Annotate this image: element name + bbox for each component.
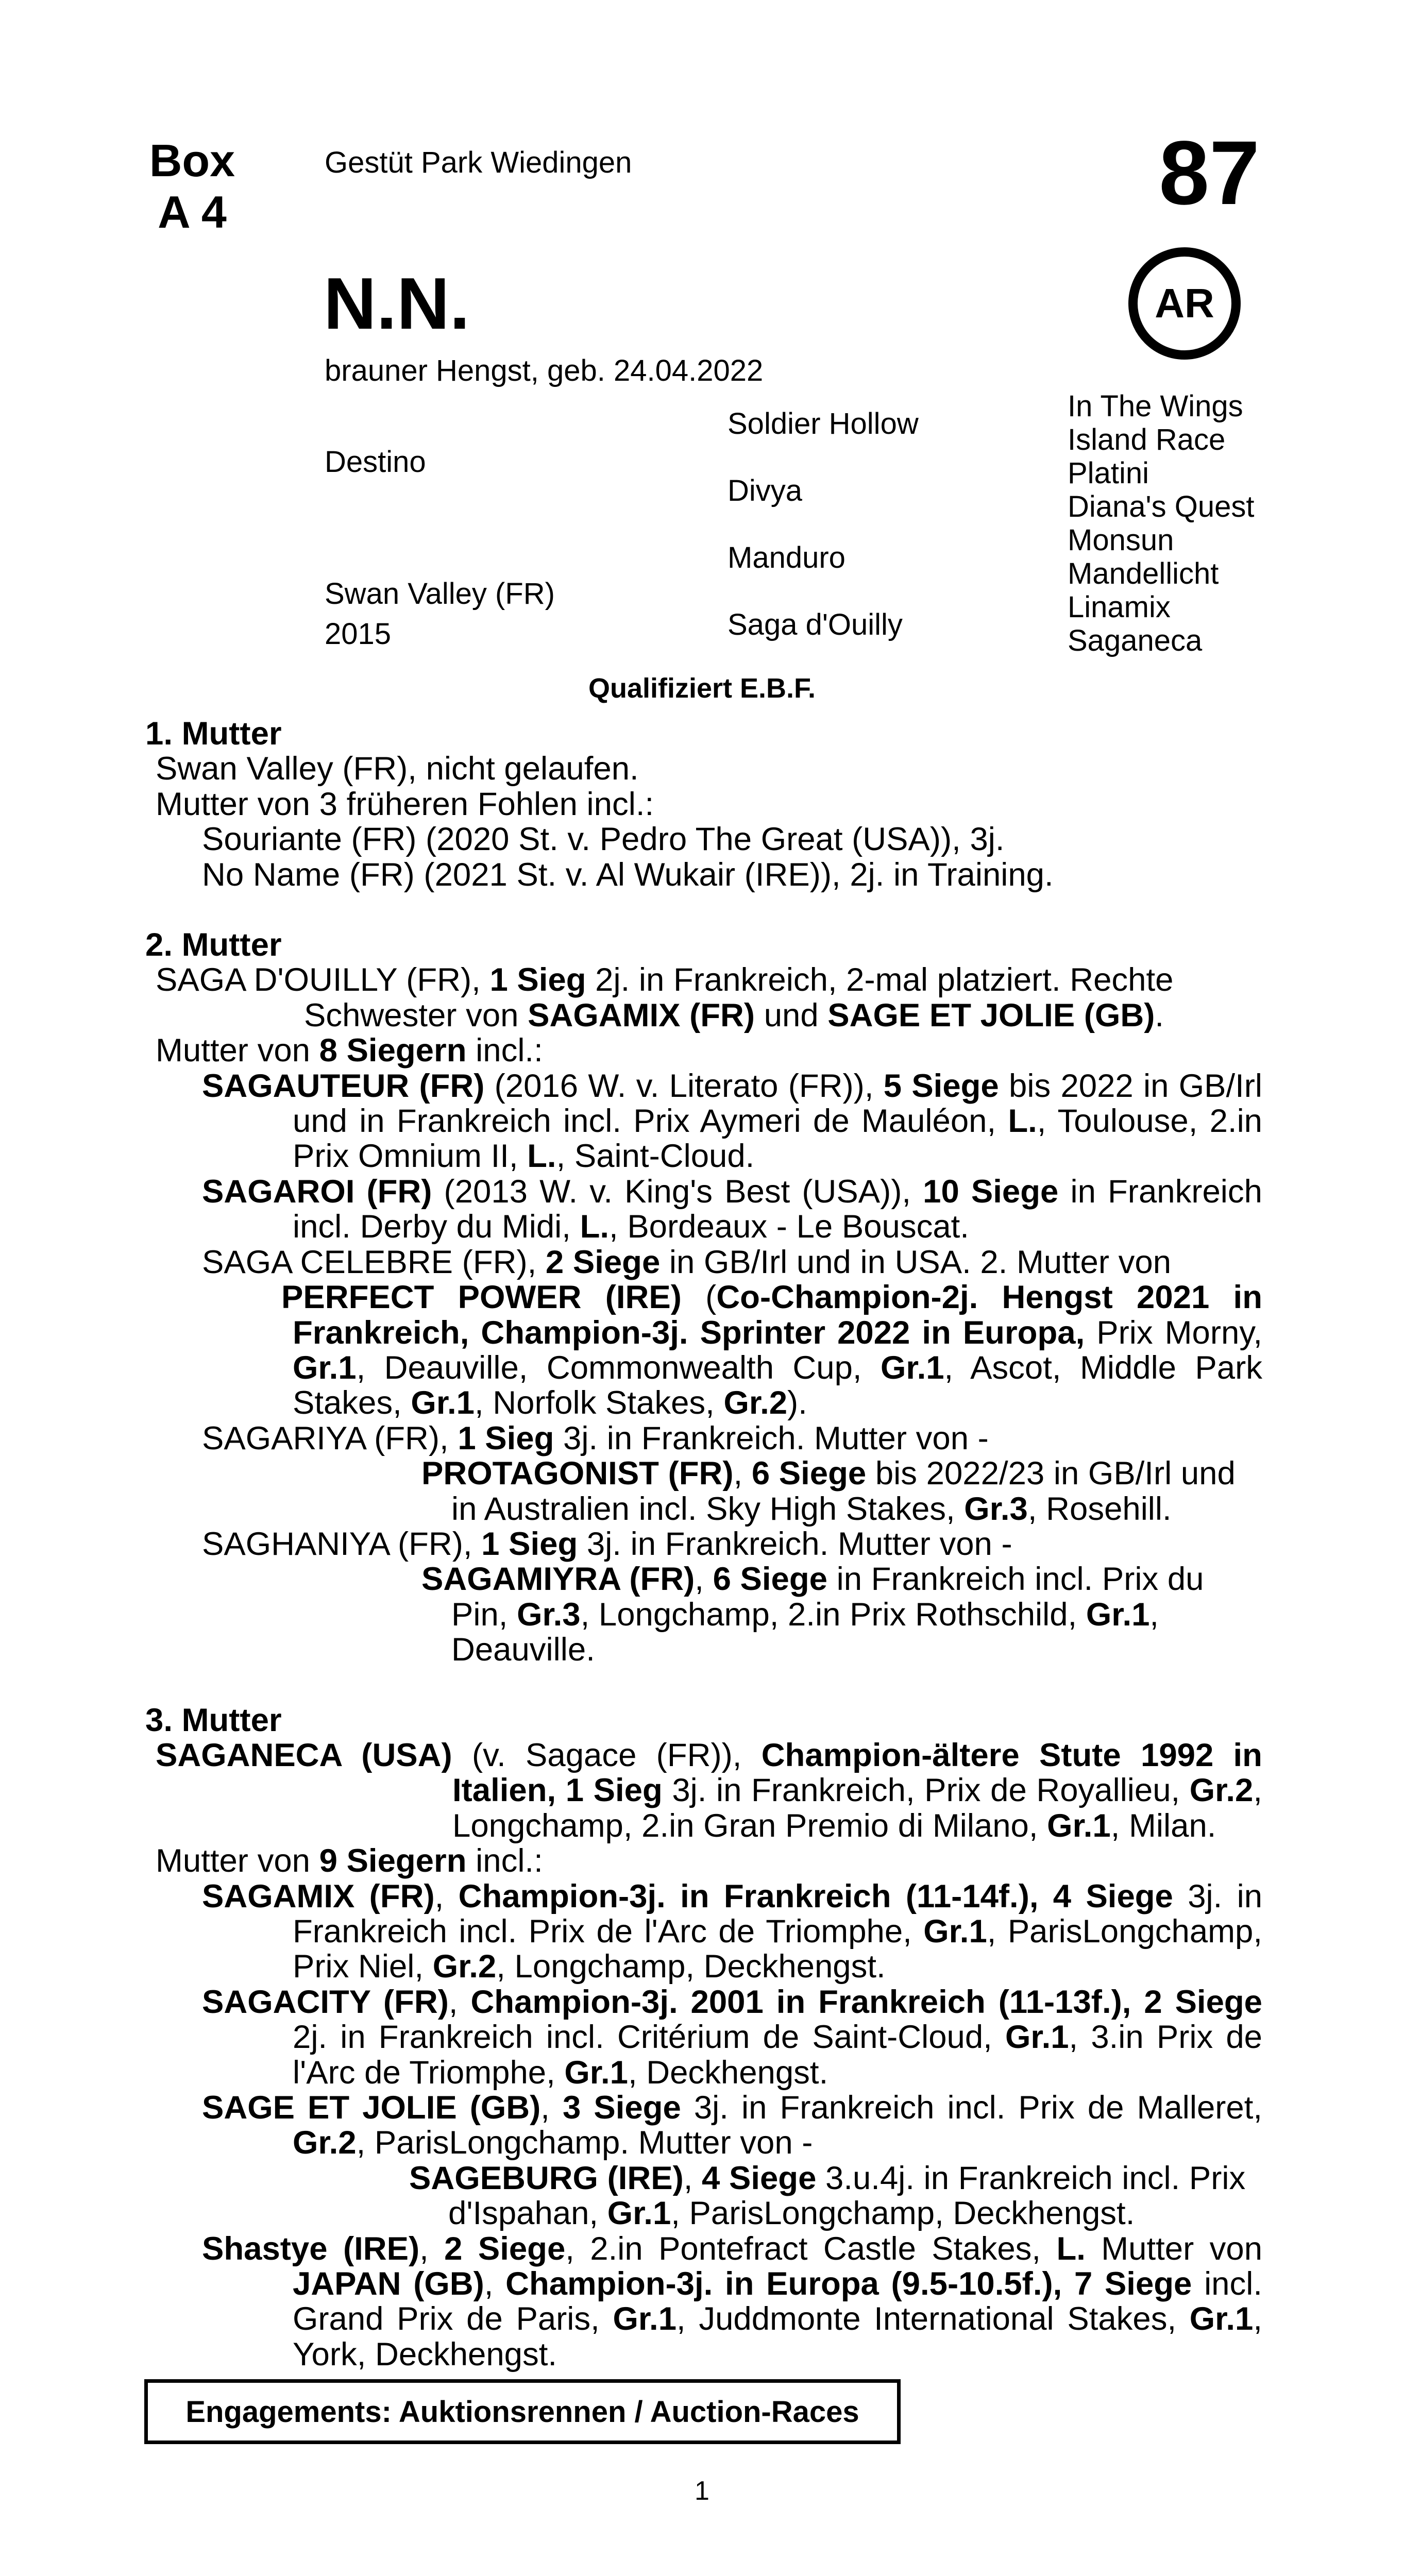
pedigree-great-grandparent: Linamix <box>1068 590 1171 624</box>
pedigree-grandparent: Manduro <box>728 541 845 574</box>
pedigree-grandparent: Divya <box>728 474 803 507</box>
pedigree-dam: Swan Valley (FR) <box>325 577 555 611</box>
grand-offspring-entry: PROTAGONIST (FR), 6 Siege bis 2022/23 in GB/Irl und in Australien incl. Sky High Stakes, Gr.3, Rosehill. <box>421 1455 1236 1527</box>
box-line-2: A 4 <box>158 187 227 238</box>
lot-number: 87 <box>1159 123 1260 224</box>
dam-details <box>144 716 1262 2372</box>
offspring-entry: SAGAROI (FR) (2013 W. v. King's Best (USA)), 10 Siege in Frankreich incl. Derby du Midi, L., Bordeaux - Le Bouscat. <box>202 1173 1262 1245</box>
third-dam-heading: 3. Mutter <box>145 1702 282 1738</box>
third-dam-winners: Mutter von 9 Siegern incl.: <box>156 1843 543 1879</box>
box-line-1: Box <box>149 135 235 186</box>
qualification-note: Qualifiziert E.B.F. <box>588 673 816 704</box>
offspring-entry: SAGACITY (FR), Champion-3j. 2001 in Frankreich (11-13f.), 2 Siege 2j. in Frankreich incl. Critérium de Saint-Cloud, Gr.1, 3.in Prix de l'Arc de Triomphe, Gr.1, Deckhengst. <box>202 1984 1262 2091</box>
horse-name: N.N. <box>324 263 470 345</box>
pedigree-great-grandparents <box>1068 389 1254 657</box>
second-dam-heading: 2. Mutter <box>145 927 282 963</box>
stud-name: Gestüt Park Wiedingen <box>325 146 632 179</box>
second-dam-record: SAGA D'OUILLY (FR), 1 Sieg 2j. in Frankreich, 2-mal platziert. Rechte Schwester von SAGAMIX (FR) und SAGE ET JOLIE (GB). <box>156 962 1174 1033</box>
offspring-entry: Shastye (IRE), 2 Siege, 2.in Pontefract Castle Stakes, L. Mutter von JAPAN (GB), Champion-3j. in Europa (9.5-10.5f.), 7 Siege incl. Grand Prix de Paris, Gr.1, Juddmonte International Stakes, Gr.1, York, Deckhengst. <box>202 2230 1263 2372</box>
second-dam-winners: Mutter von 8 Siegern incl.: <box>156 1032 543 1069</box>
pedigree-great-grandparent: Platini <box>1068 456 1149 490</box>
first-dam-heading: 1. Mutter <box>145 716 282 752</box>
pedigree-great-grandparent: Saganeca <box>1068 624 1203 657</box>
pedigree-great-grandparent: Mandellicht <box>1068 557 1219 590</box>
box-label <box>146 135 239 238</box>
foal-entry: No Name (FR) (2021 St. v. Al Wukair (IRE)), 2j. in Training. <box>202 856 1054 893</box>
pedigree-great-grandparent: Monsun <box>1068 523 1174 557</box>
offspring-entry: SAGAUTEUR (FR) (2016 W. v. Literato (FR)), 5 Siege bis 2022 in GB/Irl und in Frankreich incl. Prix Aymeri de Mauléon, L., Toulouse, 2.in Prix Omnium II, L., Saint-Cloud. <box>202 1067 1262 1175</box>
ar-badge <box>1128 247 1241 360</box>
offspring-entry: SAGE ET JOLIE (GB), 3 Siege 3j. in Frankreich incl. Prix de Malleret, Gr.2, ParisLongchamp. Mutter von - <box>202 2090 1263 2161</box>
offspring-entry: SAGA CELEBRE (FR), 2 Siege in GB/Irl und in USA. 2. Mutter von <box>202 1244 1172 1280</box>
offspring-entry: SAGARIYA (FR), 1 Sieg 3j. in Frankreich. Mutter von - <box>202 1420 989 1456</box>
pedigree-grandparent: Saga d'Ouilly <box>728 608 903 641</box>
horse-description: brauner Hengst, geb. 24.04.2022 <box>325 354 764 387</box>
pedigree-grandparent: Soldier Hollow <box>728 407 919 440</box>
offspring-entry: SAGAMIX (FR), Champion-3j. in Frankreich (11-14f.), 4 Siege 3j. in Frankreich incl. Prix de l'Arc de Triomphe, Gr.1, ParisLongchamp, Prix Niel, Gr.2, Longchamp, Deckhengst. <box>202 1878 1263 1985</box>
offspring-entry: SAGHANIYA (FR), 1 Sieg 3j. in Frankreich. Mutter von - <box>202 1526 1012 1562</box>
grand-offspring-entry: PERFECT POWER (IRE) (Co-Champion-2j. Hengst 2021 in Frankreich, Champion-3j. Sprinter 2022 in Europa, Prix Morny, Gr.1, Deauville, Commonwealth Cup, Gr.1, Ascot, Middle Park Stakes, Gr.1, Norfolk Stakes, Gr.2). <box>281 1279 1262 1421</box>
third-dam-record: SAGANECA (USA) (v. Sagace (FR)), Champion-ältere Stute 1992 in Italien, 1 Sieg 3j. in Frankreich, Prix de Royallieu, Gr.2, Longchamp, 2.in Gran Premio di Milano, Gr.1, Milan. <box>156 1737 1262 1844</box>
first-dam-line: Swan Valley (FR), nicht gelaufen. <box>156 751 639 787</box>
pedigree-great-grandparent: Island Race <box>1068 423 1226 456</box>
grand-offspring-entry: SAGEBURG (IRE), 4 Siege 3.u.4j. in Frankreich incl. Prix d'Ispahan, Gr.1, ParisLongchamp, Deckhengst. <box>409 2160 1246 2232</box>
pedigree-great-grandparent: Diana's Quest <box>1068 490 1255 523</box>
engagements-label: Engagements: Auktionsrennen / Auction-Races <box>185 2395 859 2429</box>
foal-entry: Souriante (FR) (2020 St. v. Pedro The Great (USA)), 3j. <box>202 821 1005 858</box>
first-dam-line: Mutter von 3 früheren Fohlen incl.: <box>156 786 654 822</box>
pedigree-sire: Destino <box>325 445 426 479</box>
pedigree-great-grandparent: In The Wings <box>1068 389 1243 423</box>
engagements-box <box>144 2379 901 2444</box>
grand-offspring-entry: SAGAMIYRA (FR), 6 Siege in Frankreich incl. Prix du Pin, Gr.3, Longchamp, 2.in Prix Rothschild, Gr.1, Deauville. <box>421 1561 1204 1668</box>
page-number: 1 <box>695 2476 709 2506</box>
ar-badge-label: AR <box>1155 280 1214 326</box>
pedigree-dam-year: 2015 <box>325 617 392 651</box>
